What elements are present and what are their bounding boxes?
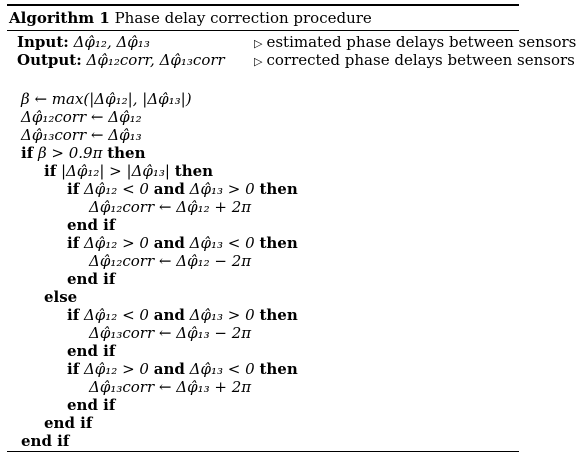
then-keyword: then: [259, 360, 298, 378]
output-comment-text: corrected phase delays between sensors: [266, 51, 575, 69]
if-case2-line: [67, 234, 298, 252]
condition-a: Δφ̂₁₂ < 0: [83, 180, 149, 198]
input-comment: [254, 33, 576, 51]
if-case4-line: [67, 360, 298, 378]
if-beta-line: [21, 144, 146, 162]
beta-assignment: β ← max(|Δφ̂₁₂|, |Δφ̂₁₃|): [21, 90, 192, 108]
beta-condition: β > 0.9π: [37, 144, 103, 162]
and-keyword: and: [153, 306, 185, 324]
if-keyword: if: [67, 234, 80, 252]
if-abs-line: [44, 162, 213, 180]
end-if: end if: [44, 414, 93, 432]
input-comment-text: estimated phase delays between sensors: [266, 33, 576, 51]
if-keyword: if: [67, 306, 80, 324]
input-line: [17, 33, 150, 51]
algorithm-label: Algorithm 1: [9, 9, 110, 27]
then-keyword: then: [259, 180, 298, 198]
condition-b: Δφ̂₁₃ < 0: [189, 360, 255, 378]
algorithm-title: Phase delay correction procedure: [114, 9, 372, 27]
and-keyword: and: [153, 180, 185, 198]
if-case1-line: [67, 180, 298, 198]
condition-a: Δφ̂₁₂ > 0: [83, 234, 149, 252]
condition-a: Δφ̂₁₂ > 0: [83, 360, 149, 378]
end-if: end if: [67, 216, 116, 234]
if-case3-line: [67, 306, 298, 324]
and-keyword: and: [153, 234, 185, 252]
algorithm-block: [7, 4, 576, 450]
then-keyword: then: [259, 306, 298, 324]
end-if: end if: [21, 432, 70, 450]
output-keyword: Output:: [17, 51, 82, 69]
assign-case4: Δφ̂₁₃corr ← Δφ̂₁₃ + 2π: [89, 378, 252, 396]
assign-case3: Δφ̂₁₃corr ← Δφ̂₁₃ − 2π: [89, 324, 252, 342]
comment-triangle-icon: ▷: [254, 55, 263, 68]
end-if: end if: [67, 342, 116, 360]
top-rule: [7, 4, 519, 6]
assign-case2: Δφ̂₁₂corr ← Δφ̂₁₂ − 2π: [89, 252, 252, 270]
if-keyword: if: [67, 360, 80, 378]
comment-triangle-icon: ▷: [254, 37, 263, 50]
init-corr-13: Δφ̂₁₃corr ← Δφ̂₁₃: [21, 126, 142, 144]
condition-b: Δφ̂₁₃ > 0: [189, 180, 255, 198]
then-keyword: then: [259, 234, 298, 252]
then-keyword: then: [174, 162, 214, 180]
abs-condition: |Δφ̂₁₂| > |Δφ̂₁₃|: [60, 162, 170, 180]
if-keyword: if: [44, 162, 57, 180]
end-if: end if: [67, 396, 116, 414]
assign-case1: Δφ̂₁₂corr ← Δφ̂₁₂ + 2π: [89, 198, 252, 216]
init-corr-12: Δφ̂₁₂corr ← Δφ̂₁₂: [21, 108, 142, 126]
end-if: end if: [67, 270, 116, 288]
input-keyword: Input:: [17, 33, 69, 51]
bottom-rule: [7, 451, 519, 452]
else-keyword: else: [44, 288, 78, 306]
if-keyword: if: [21, 144, 34, 162]
condition-a: Δφ̂₁₂ < 0: [83, 306, 149, 324]
and-keyword: and: [153, 360, 185, 378]
if-keyword: if: [67, 180, 80, 198]
output-comment: [254, 51, 575, 69]
then-keyword: then: [107, 144, 146, 162]
output-vars: Δφ̂₁₂corr, Δφ̂₁₃corr: [86, 51, 225, 69]
input-vars: Δφ̂₁₂, Δφ̂₁₃: [73, 33, 150, 51]
caption-rule: [7, 30, 519, 31]
algorithm-caption: [9, 9, 372, 27]
output-line: [17, 51, 225, 69]
condition-b: Δφ̂₁₃ < 0: [189, 234, 255, 252]
condition-b: Δφ̂₁₃ > 0: [189, 306, 255, 324]
